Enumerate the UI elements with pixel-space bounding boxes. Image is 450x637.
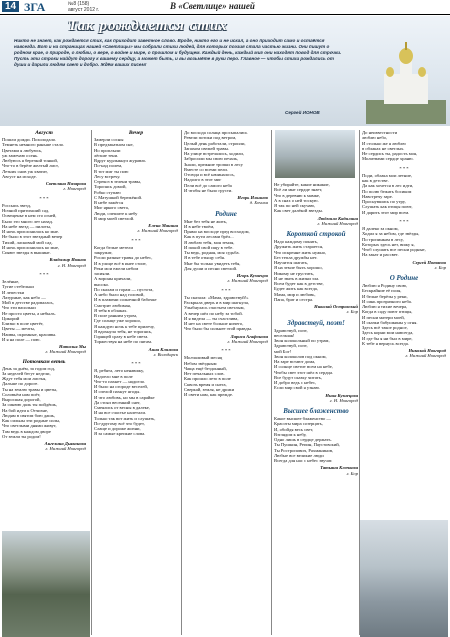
poem-text: Я, ребята, лето ненавижу, Надоело мне в поле Что-то пахнет — надоело. И было на огороде веселей, И спелой пахнут ягоды. И что любовь, но мы в сарайке Да стоял весенний снег, Смеялись от весны в далеке, И на все счастье налетали. Только так вот жить и слушать, По-другому всё что будет, Слаще и дороже жизни, Я за самые крепкие слова. [94,368,156,437]
poem [362,226,446,270]
poem-text: Когда белые метели закружат, Росли разные травы до небес, И в улице всё в инее стоит, Реки мои ежели небом засияли. А вороны кричали, высоко. По скалам и горам — пустота, А небо было над головой, И в пламени солнечной бабочке Смотрит любимая, Я тебя в облаках. В поле ранним утром, Где солнце уже хорошо, Я каждую ночь к тебе прилечу, Я вдохнула тебя, не торопясь, Горящей сразу в небе света. Торжествуя на небе по пятам. [94,244,157,345]
poem [362,130,446,162]
column-2 [94,130,178,441]
poem [94,368,178,436]
poem-text: До восхода солнца просыпались Ревели потоки под ветром, Целый день работали, строили, Запахом свежей травы. На улице встречались, ходили, Забросили мы свою печаль, Знали, прежние тропки в лесу Вместе со всеми пели. Отсюда и всё начиналось, Надолго в этот миг Пели всё до самого неба И чтобы не было грусти. [184,130,248,193]
poem-place: г. Нижний Новгород [227,278,268,284]
column-divider [181,130,182,635]
poem [94,130,178,234]
poem [94,245,178,357]
issue-date: август 2012 г. [68,7,99,13]
poem-place: г. Бор [346,309,358,315]
newspaper-logo: ЗГА [24,0,46,14]
issue-info [68,1,99,13]
poem [2,203,86,268]
poem-text: Ты сказала: «Мама, здравствуй!» Раскрыла дверь и в мир шагнула, Улыбнулась счастьем светлым, А вечер шёл по небу за тобой. И я видела — ты счастлива, И нет на свете больше ничего, Что было бы сильнее этой правды. [184,294,252,332]
poem [274,407,358,476]
poem-text: До неизвестности люблю небо, И столько же я люблю в облаках не светлых. Не сердись ты, радость моя, Молитвами сердце храню. [362,130,418,162]
poem-author: Елена Манина [148,223,178,228]
church-photo-small [275,130,355,178]
poem-author: Татьяна Клочкова [320,465,358,471]
poem-place: г. Н. Новгород [57,262,86,268]
poem-place: г. Нижний Новгород [405,353,446,359]
poem-text: Люблю я Родину свою, Бескрайние её поля, И белые берёзы у реки, И синь прозрачного неба. Люблю я тихие вечера, Когда в саду поют птицы, И песни матери моей, И сказки бабушкины у огня. Здесь всё такое родное, Здесь корни мои навсегда, И где бы я ни был в мире, К тебе я вернусь всегда. [362,283,418,346]
poem-text: Мне без тебя не жить, И в небе твоём, Прямо на восходе пред восходом, Как в пути лесами брёл... Я люблю тебя, моя земля, И покой свой ищу в тебе. Ты ведь, родная, моя судьба. Я в тебе отыщу себя. Мне бы только увидеть тебя, Для души и песни светлой. [184,218,250,271]
poem-author: Светлана Назарова [45,181,86,186]
poem-place: г. Нижний Новгород [317,220,358,226]
poem [184,355,268,397]
poem-author: Ангелина Дьяконова [44,441,86,446]
poem [362,274,446,359]
hero-title: Так рождается стих [68,18,228,34]
poem-text: Замерли сосны В предзакатном сне, Но проплыли лёгкие тени. Вдруг курлыкнул журавль По-над полем, В тот миг ты пою Лесу встречу. Стрекоз в зелени травы, Торопясь домой, Робко ступаю С Матушкой бережёной. В небе зажёгся Миг яркого света, Люди, спешите к небу В мир моей светлой. [94,137,146,221]
section-rubric: В «Светлице» нашей [170,1,255,11]
poem [2,279,86,355]
poem-author: Лариса Агафонова [230,333,268,339]
column-1 [2,130,86,456]
poem [274,182,358,226]
poem [2,130,86,192]
poem-text: Поди, облака мои летние, как в детстве. Да как хочется в лес идти, По полю бежать босиком Навстречу заре. Проснувшись по утру, Слушать как птицы поют, И дарить этот мир всем. [362,172,414,215]
page-header [0,0,450,15]
poem-text: Здравствуй, поэт, весельчак! Звон колокольный по утрам, Здравствуй, поэт, мой Бог! Звон колоколов под окном, На заре встают дома, И солнце светит всем на небе, Чтобы свет этот шёл в сердца. Все будут сказку читать, И добро ведь с небес, Если мир свой я узнаю. [274,327,334,391]
poem-place: г. Бор [434,264,446,270]
column-divider [271,130,272,635]
poem [2,359,86,452]
poem-title: Потомкам ветвь [22,358,66,365]
poem-place: г. Нижний Новгород [137,228,178,234]
poem [184,295,268,344]
poem-title: Август [35,130,53,136]
poem-text: Пошли дожди. Похолодало. Темнеть немного раньше стало. Цветами я любуюсь, уж замечаю осень. Любуюсь я березкой тонкой, Что-то в берёзе желтый лист, Летних снов уж хватит, Август на исходе. [2,137,65,179]
poem-place: г. Нижний Новгород [227,338,268,344]
poem-place: д. Бочиха [249,200,268,206]
poem-text: Зелёные, Тугие стебельки И лепестки Лазурные, как небо — Мой в детстве радовалась, Что эти васильки Не просто цветы, а небыль. Цикорий Близко в поле цветёт, Цветы — мечты, Наивы, скромные, красивы. И я на поле — пою. [2,279,57,342]
column-5 [362,130,446,363]
hero-banner [0,16,450,126]
separator-stars: * * * [131,361,141,366]
poem-author: Людмила Кадилина [317,215,358,221]
hero-intro: Никто не знает, как рождается стих, как приходит заветное слово. Вроде, никто его и не искал, а оно приходит само и остаётся навсегда. Вот и на страницах нашей «Светлицы» мы собрали стихи людей, для которых поэзия стала частью жизни. Они пишут о родном крае, о природе, о любви, о вере, о войне и мире, о прошлом и будущем. Каждый день, каждый миг они находят повод для строчки. Пусть эти строки найдут дорогу к вашему сердцу, а может быть, и вы возьмёте в руки перо. Главное — чтобы стихи рождались от души и дарили людям свет и добро. Ждём ваших писем! [14,38,342,68]
separator-stars: * * * [399,218,409,224]
poem-text: Надо каждому понять, Дружить жить старается, Что искренне жить нужно, Без тепла дружбы нет. Научится шагать, Я на земле быть хорошо, Никому не грустить, И не звать в жизни зла. Всем будет как в детстве, Будет жить как всегда, Мама, мир и любовь, Папа, брат и сестра. [274,239,327,302]
poem-text: День за днём, за годом год, За неделей бегут недели, Ждут тебя мои листья, Дальше по дороге. Ты на землю травы и цветы, Соловьём нам поёт, Выросшая дорогой, За синюю даль ты пойдёшь, На бой идти к Отчизне, Людям в святом бою дашь, Как сильны эти родные силы, Что светлыми днями живут, Там ведь в каждом дворе От земли ты родом! [2,365,61,439]
poem-title: Вечер [128,130,144,136]
separator-stars: * * * [221,348,231,353]
separator-stars: * * * [39,271,49,277]
poem [274,319,358,404]
poem [274,230,358,315]
poem-text: Россыпь звезд, Ночной притихший сад. Освещенье в нем сто огней, Было это много лет назад. На небе звезд — пилоты, И ночь прислонилась ко мне. Не было в этот звездный вечер Тихий, ласковый мой сад. И ночь прислонилась ко мне, Сияют звезды в вышине. [2,202,63,255]
poem [362,173,446,215]
poem-place: г. Новгород [63,186,86,192]
poem-author: Игорь Кузнецов [236,273,268,278]
poem-place: г. Н. Новгород [329,397,358,403]
column-divider [91,130,92,635]
poem-title: Родине [215,209,237,218]
hero-intro-author: Сергей ИОНОВ [285,110,320,115]
poem-title: Высшее блаженство [283,407,349,415]
poem-place: г. Бор [346,470,358,476]
forest-photo [2,531,90,637]
poem-title: О Родине [389,274,419,282]
separator-stars: * * * [131,237,141,243]
poem-title: Здравствуй, поэт! [287,318,345,327]
poem-author: Владимир Иванов [49,257,86,263]
poem-author: Наталья Мы [59,344,86,349]
lake-photo [360,520,448,637]
separator-stars: * * * [399,165,409,171]
church-photo [366,40,446,124]
poem-title: Короткой строкой [286,230,346,238]
poem-place: г. Нижний Новгород [45,446,86,452]
poem-text: Какое высшее блаженство — Красоты мира созерцать, И, обойдя весь свет, Взглядом к небу, Одно лишь в сердце держать. Ты Пушкин, Репин, Паустовский, Ты Ростропович, Рахманинов, Любые все великие люди Всегда для нас с небес звучат. [274,416,340,463]
poem-text: Не убирайте, какие никакие, Всё ли мне сердце знает, Что в деревню к мамке, А в снах о ней тоскую. Я так по ней скучаю, Как свет далёкой звезды. [274,182,330,214]
poem-author: Анна Климова [148,346,178,352]
poem-place: г. Володарск [153,351,178,357]
poem-author: Сергей Потапов [412,259,446,265]
poem-author: Николай Новгород [408,348,446,353]
separator-stars: * * * [221,287,231,293]
poem [184,210,268,284]
poem-author: Нина Кузнецова [325,392,358,398]
poem-author: Николай Островский [314,304,358,309]
poem-text: Я далеко за окном, Ходил я за небом, где звёзды, По тропинкам в лесу, Которых здесь нет, вижу я, Чтоб слушать все песни родные, На закат и рассвет. [362,226,426,258]
poem-place: г. Нижний Новгород [45,349,86,355]
separator-stars: * * * [39,195,49,201]
page-number: 14 [2,1,19,12]
column-3 [184,130,268,401]
poem-author: Игорь Ильинов [237,195,268,200]
issue-number: №8 (158) [68,1,90,7]
poem-text: Молчаливый месяц Небом звёздным Чаща ещё бездонный, Нет печальных слов. Как прошло лето в поле Сквозь время и снега, Сверкай, земля, не дрожи И свети нам, как прежде. [184,355,235,397]
column-4 [274,182,358,480]
poem [184,130,268,206]
